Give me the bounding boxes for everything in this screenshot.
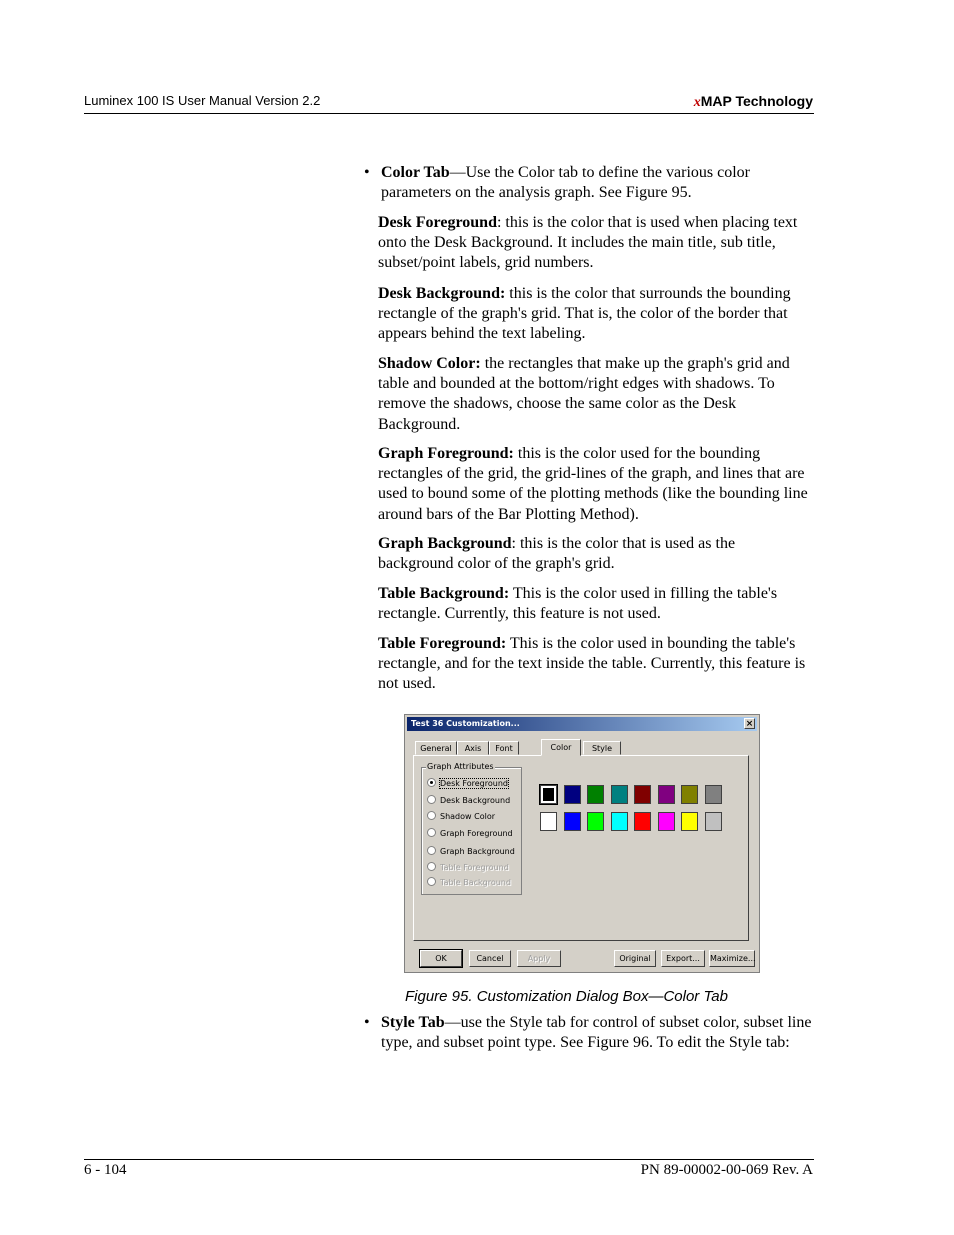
header-rule — [84, 113, 814, 114]
radio-graph-background[interactable] — [427, 846, 515, 856]
color-swatch[interactable] — [587, 812, 604, 831]
definition-graph-foreground — [378, 444, 814, 525]
definition-text: : this is the color that is used as the background color of the graph's grid. — [378, 535, 736, 573]
definition-desk-background — [378, 284, 814, 345]
definition-desk-foreground — [378, 213, 814, 274]
color-swatch[interactable] — [587, 785, 604, 804]
radio-desk-background[interactable] — [427, 795, 510, 805]
color-tab-panel — [413, 755, 749, 941]
radio-label: Table Foreground — [440, 863, 509, 872]
radio-circle — [427, 877, 436, 886]
color-swatch[interactable] — [634, 785, 651, 804]
bullet-text — [381, 1013, 813, 1053]
color-swatch[interactable] — [634, 812, 651, 831]
definition-term: Table Background: — [378, 585, 510, 602]
page-number: 6 - 104 — [84, 1162, 127, 1178]
dialog-titlebar — [407, 717, 757, 731]
maximize-button[interactable]: Maximize... — [709, 950, 755, 967]
color-swatch[interactable] — [681, 785, 698, 804]
color-swatch[interactable] — [540, 812, 557, 831]
definition-shadow-color — [378, 354, 814, 435]
bullet-text — [381, 163, 813, 203]
color-swatch[interactable] — [611, 785, 628, 804]
color-swatch[interactable] — [658, 812, 675, 831]
definition-table-foreground — [378, 634, 814, 695]
definition-text: This is the color used in bounding the table's rectangle, and for the text inside the table. Currently, this feature is not used. — [378, 635, 806, 693]
radio-circle — [427, 862, 436, 871]
radio-label: Desk Foreground — [440, 779, 508, 788]
color-swatch[interactable] — [564, 812, 581, 831]
bullet-marker: • — [364, 1014, 370, 1031]
definition-text: : this is the color that is used when placing text onto the Desk Background. It includes the main title, sub title, subset/point labels, grid numbers. — [378, 214, 798, 272]
tab-general[interactable]: General — [415, 741, 457, 755]
radio-circle — [427, 778, 436, 787]
brand-name: MAP Technology — [700, 93, 813, 109]
radio-label: Graph Background — [440, 847, 515, 856]
radio-label: Shadow Color — [440, 812, 495, 821]
bullet-desc: —use the Style tab for control of subset color, subset line type, and subset point type. See Figure 96. To edit the Style tab: — [381, 1014, 812, 1052]
color-swatch[interactable] — [564, 785, 581, 804]
color-swatch[interactable] — [705, 785, 722, 804]
radio-circle — [427, 828, 436, 837]
close-icon[interactable]: × — [745, 719, 754, 729]
definition-term: Desk Foreground — [378, 214, 497, 231]
original-button[interactable]: Original — [614, 950, 656, 967]
radio-table-foreground — [427, 862, 509, 872]
radio-label: Table Background — [440, 878, 511, 887]
radio-graph-foreground[interactable] — [427, 828, 513, 838]
color-swatch[interactable] — [658, 785, 675, 804]
running-header-brand — [694, 93, 813, 111]
export-button[interactable]: Export... — [661, 950, 705, 967]
figure-caption: Figure 95. Customization Dialog Box—Color Tab — [405, 988, 728, 1005]
radio-desk-foreground[interactable] — [427, 778, 508, 788]
dialog-title: Test 36 Customization... — [411, 719, 520, 728]
color-swatch[interactable] — [540, 785, 557, 804]
cancel-button[interactable]: Cancel — [469, 950, 511, 967]
radio-shadow-color[interactable] — [427, 811, 495, 821]
tab-font[interactable]: Font — [489, 741, 519, 755]
radio-circle — [427, 846, 436, 855]
radio-table-background — [427, 877, 511, 887]
definition-text: this is the color used for the bounding rectangles of the grid, the grid-lines of the graph, and lines that are used to bound some of the plotting methods (like the bounding line around bars of the Bar Plotting Method). — [378, 445, 808, 523]
tab-axis[interactable]: Axis — [457, 741, 489, 755]
definition-graph-background — [378, 534, 814, 574]
color-swatch[interactable] — [681, 812, 698, 831]
brand-x-prefix: x — [693, 95, 701, 110]
graph-attributes-group — [421, 762, 522, 895]
customization-dialog — [404, 714, 760, 973]
definition-term: Graph Foreground: — [378, 445, 514, 462]
definition-term: Shadow Color: — [378, 355, 481, 372]
definition-text: the rectangles that make up the graph's grid and table and bounded at the bottom/right edges with shadows. To remove the shadows, choose the same color as the Desk Background. — [378, 355, 790, 433]
bullet-desc: —Use the Color tab to define the various color parameters on the analysis graph. See Figure 95. — [381, 164, 750, 202]
group-label: Graph Attributes — [427, 762, 494, 771]
color-swatch[interactable] — [705, 812, 722, 831]
ok-button[interactable]: OK — [420, 950, 462, 967]
tab-style[interactable]: Style — [583, 741, 621, 755]
radio-label: Desk Background — [440, 796, 511, 805]
definition-term: Table Foreground: — [378, 635, 507, 652]
radio-circle — [427, 795, 436, 804]
definition-table-background — [378, 584, 814, 624]
bullet-marker: • — [364, 164, 370, 181]
radio-circle — [427, 811, 436, 820]
definition-text: This is the color used in filling the table's rectangle. Currently, this feature is not used. — [378, 585, 778, 623]
bullet-term: Style Tab — [381, 1014, 445, 1031]
footer-rule — [84, 1159, 814, 1160]
color-swatch[interactable] — [611, 812, 628, 831]
bullet-term: Color Tab — [381, 164, 450, 181]
apply-button: Apply — [517, 950, 561, 967]
radio-label: Graph Foreground — [440, 829, 513, 838]
running-header-title: Luminex 100 IS User Manual Version 2.2 — [84, 93, 321, 108]
definition-text: this is the color that surrounds the bounding rectangle of the graph's grid. That is, the color of the border that appears behind the text labeling. — [378, 285, 791, 343]
definition-term: Graph Background — [378, 535, 512, 552]
part-number: PN 89-00002-00-069 Rev. A — [640, 1162, 813, 1178]
tab-color[interactable]: Color — [541, 739, 581, 756]
definition-term: Desk Background: — [378, 285, 506, 302]
